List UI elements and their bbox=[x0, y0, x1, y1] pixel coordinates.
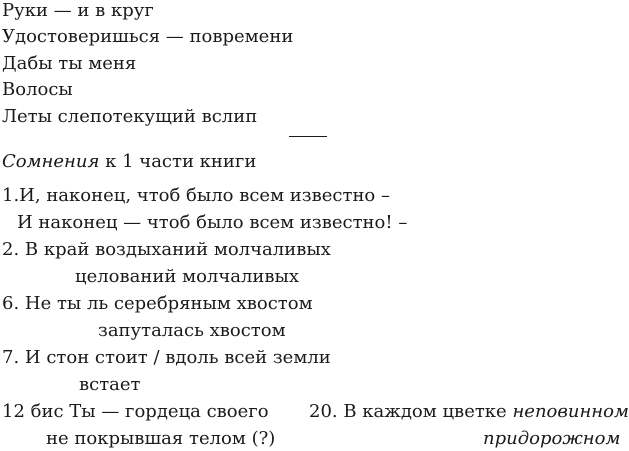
variant-2-line-a: 2. В край воздыханий молчаливых bbox=[2, 239, 331, 260]
variant-20-line-b bbox=[483, 428, 620, 450]
variant-7-line-a: 7. И стон стоит / вдоль всей земли bbox=[2, 347, 331, 368]
variant-6-line-b: запуталась хвостом bbox=[98, 320, 286, 341]
poem-line-4: Волосы bbox=[2, 79, 73, 100]
poem-line-2: Удостоверишься — повремени bbox=[2, 26, 294, 47]
section-title bbox=[2, 151, 256, 173]
section-divider bbox=[289, 136, 327, 137]
variant-12bis-line-b: не покрывшая телом (?) bbox=[46, 428, 276, 449]
variant-6-line-a: 6. Не ты ль серебряным хвостом bbox=[2, 293, 313, 314]
section-title-rest: к 1 части книги bbox=[99, 151, 257, 172]
variant-20-line-a bbox=[309, 401, 629, 423]
variant-7-line-b: встает bbox=[79, 374, 141, 395]
variant-1-line-a: 1.И, наконец, чтоб было всем известно – bbox=[2, 185, 390, 206]
poem-line-5: Леты слепотекущий вслип bbox=[2, 106, 258, 127]
variant-2-line-b: целований молчаливых bbox=[75, 266, 300, 287]
poem-line-1: Руки — и в круг bbox=[2, 0, 154, 21]
variant-1-line-b: И наконец — чтоб было всем известно! – bbox=[17, 212, 408, 233]
variant-20-line-b-italic: придорожном bbox=[483, 428, 621, 449]
section-title-italic: Сомнения bbox=[2, 151, 100, 172]
variant-12bis-line-a: 12 бис Ты — гордеца своего bbox=[2, 401, 269, 422]
variant-20-plain: 20. В каждом цветке bbox=[309, 401, 513, 422]
poem-line-3: Дабы ты меня bbox=[2, 53, 137, 74]
variant-20-italic: неповинном bbox=[512, 401, 629, 422]
